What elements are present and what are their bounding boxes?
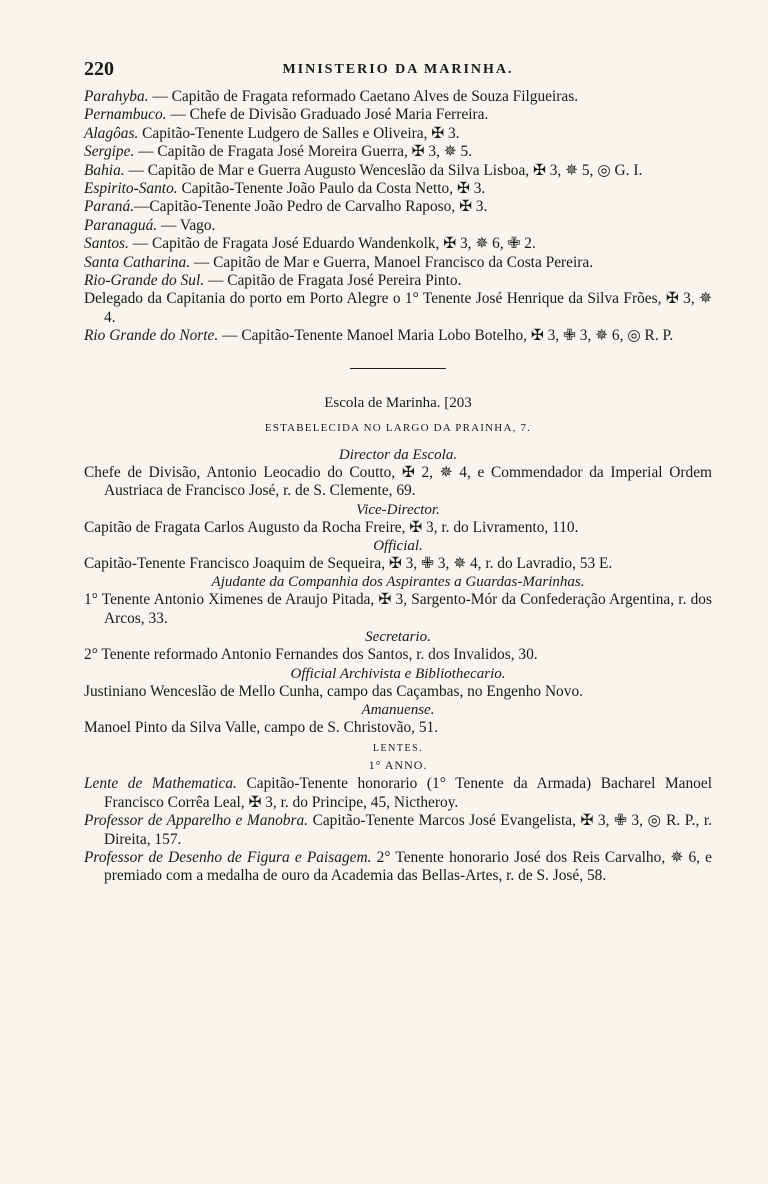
staff-entry: Chefe de Divisão, Antonio Leocadio do Coutto, ✠ 2, ✵ 4, e Commendador da Imperial Ordem Austriaca de Francisco José, r. de S. Clemente, 69.: [84, 463, 712, 500]
list-item: Paranaguá. — Vago.: [84, 216, 216, 234]
list-item: Santos. — Capitão de Fragata José Eduardo Wandenkolk, ✠ 3, ✵ 6, ✙ 2.: [84, 235, 536, 253]
role-heading: Secretario.: [365, 629, 431, 646]
list-item: Rio Grande do Norte. — Capitão-Tenente Manoel Maria Lobo Botelho, ✠ 3, ✙ 3, ✵ 6, ◎ R. P.: [84, 327, 674, 345]
teacher-entry: Lente de Mathematica. Capitão-Tenente honorario (1° Tenente da Armada) Bacharel Manoel Francisco Corrêa Leal, ✠ 3, r. do Principe, 45, Nictheroy.: [84, 775, 712, 811]
list-item: Parahyba. — Capitão de Fragata reformado Caetano Alves de Souza Filgueiras.: [84, 88, 579, 105]
captaincies-list: [84, 88, 712, 346]
teacher-entry: Professor de Apparelho e Manobra. Capitão-Tenente Marcos José Evangelista, ✠ 3, ✙ 3, ◎ R. P., r. Direita, 157.: [84, 812, 712, 848]
running-title: MINISTERIO DA MARINHA.: [282, 62, 514, 77]
staff-entry: 1° Tenente Antonio Ximenes de Araujo Pitada, ✠ 3, Sargento-Mór da Confederação Argentina, r. dos Arcos, 33.: [84, 591, 712, 627]
section-title: Escola de Marinha. [203: [324, 394, 472, 411]
list-item: Rio-Grande do Sul. — Capitão de Fragata José Pereira Pinto.: [84, 272, 462, 290]
page-header: [84, 58, 712, 88]
list-item: Sergipe. — Capitão de Fragata José Moreira Guerra, ✠ 3, ✵ 5.: [84, 143, 473, 161]
staff-entry: 2° Tenente reformado Antonio Fernandes dos Santos, r. dos Invalidos, 30.: [84, 646, 538, 664]
staff-entry: Capitão-Tenente Francisco Joaquim de Sequeira, ✠ 3, ✙ 3, ✵ 4, r. do Lavradio, 53 E.: [84, 554, 613, 572]
list-item: Alagôas. Capitão-Tenente Ludgero de Salles e Oliveira, ✠ 3.: [84, 124, 460, 142]
teacher-entry: Professor de Desenho de Figura e Paisagem. 2° Tenente honorario José dos Reis Carvalho, ✵ 6, e premiado com a medalha de ouro da Academia das Bellas-Artes, r. de S. José, 58.: [84, 848, 712, 885]
list-item: Bahia. — Capitão de Mar e Guerra Augusto Wenceslão da Silva Lisboa, ✠ 3, ✵ 5, ◎ G. I.: [84, 161, 643, 179]
role-heading: Director da Escola.: [338, 446, 458, 463]
list-item: Espirito-Santo. Capitão-Tenente João Paulo da Costa Netto, ✠ 3.: [84, 180, 486, 198]
role-heading: Official.: [373, 537, 423, 554]
school-section: [84, 395, 712, 886]
role-heading: Vice-Director.: [356, 501, 440, 518]
list-item: Santa Catharina. — Capitão de Mar e Guerra, Manoel Francisco da Costa Pereira.: [84, 253, 594, 271]
staff-entry: Justiniano Wenceslão de Mello Cunha, campo das Caçambas, no Engenho Novo.: [84, 682, 583, 700]
role-heading: Official Archivista e Bibliothecario.: [290, 665, 506, 682]
year-heading: 1° ANNO.: [368, 758, 428, 773]
list-item: Pernambuco. — Chefe de Divisão Graduado José Maria Ferreira.: [84, 106, 489, 124]
list-item: Delegado da Capitania do porto em Porto Alegre o 1° Tenente José Henrique da Silva Frões, ✠ 3, ✵ 4.: [84, 290, 712, 326]
role-heading: Amanuense.: [361, 701, 435, 718]
list-item: Paraná.—Capitão-Tenente João Pedro de Carvalho Raposo, ✠ 3.: [84, 198, 488, 216]
staff-entry: Capitão de Fragata Carlos Augusto da Rocha Freire, ✠ 3, r. do Livramento, 110.: [84, 518, 579, 536]
role-heading: Ajudante da Companhia dos Aspirantes a Guardas-Marinhas.: [211, 574, 585, 591]
section-divider: [350, 368, 446, 369]
page-number: 220: [84, 58, 114, 80]
staff-entry: Manoel Pinto da Silva Valle, campo de S. Christovão, 51.: [84, 718, 439, 736]
lentes-heading: LENTES.: [372, 743, 424, 755]
document-page: [84, 58, 712, 886]
section-subtitle: ESTABELECIDA NO LARGO DA PRAINHA, 7.: [264, 421, 532, 434]
